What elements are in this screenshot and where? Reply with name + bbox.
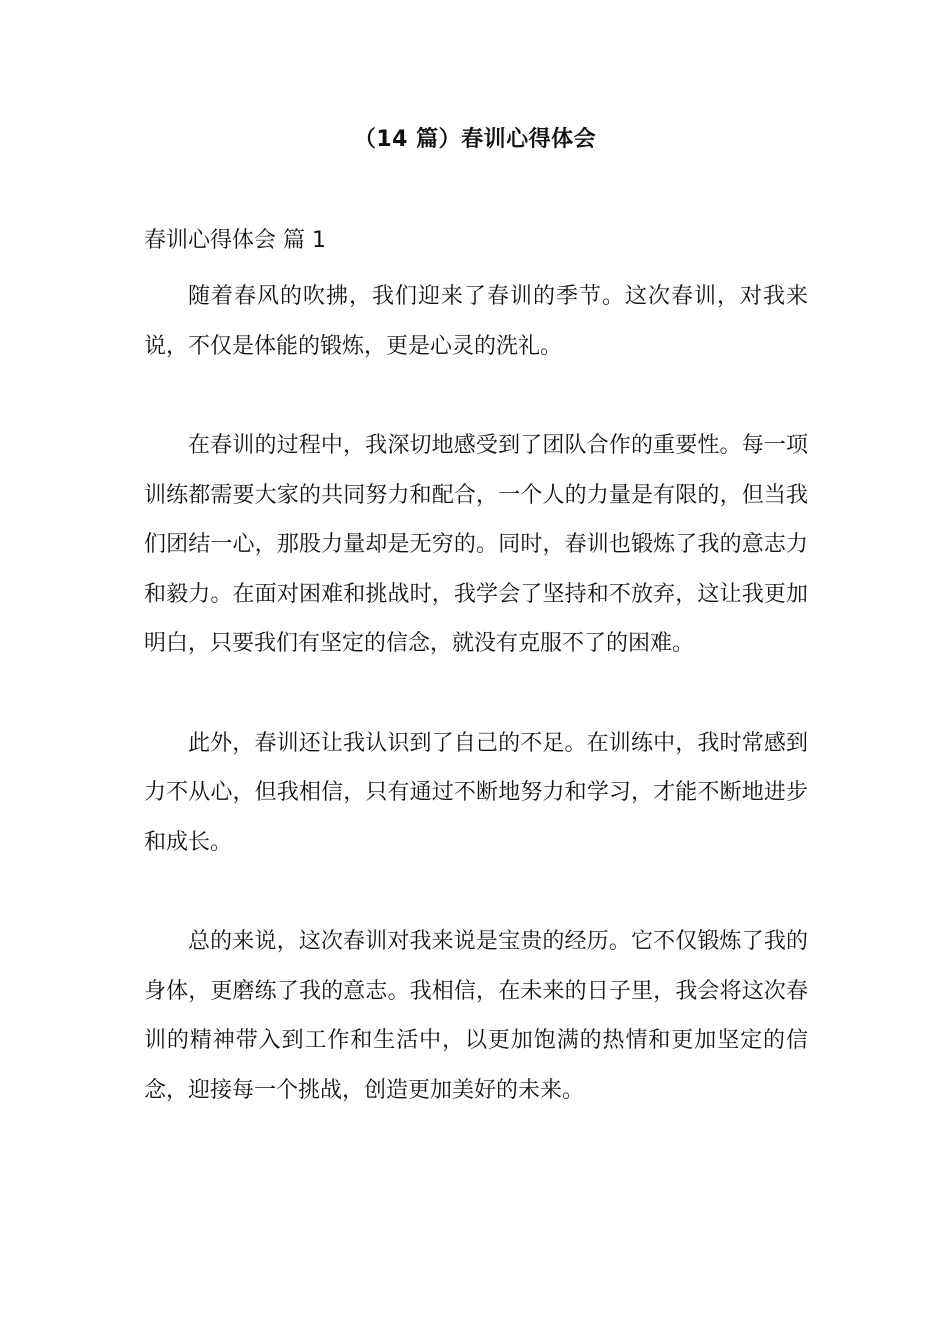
section-heading: 春训心得体会 篇 1 [144,228,326,253]
paragraph-4: 总的来说，这次春训对我来说是宝贵的经历。它不仅锻炼了我的身体，更磨练了我的意志。我相信，在未来的日子里，我会将这次春训的精神带入到工作和生活中，以更加饱满的热情和更加坚定的信念，迎接每一个挑战，创造更加美好的未来。 [144,929,808,1103]
paragraph-3: 此外，春训还让我认识到了自己的不足。在训练中，我时常感到力不从心，但我相信，只有通过不断地努力和学习，才能不断地进步和成长。 [144,730,808,855]
paragraph-2: 在春训的过程中，我深切地感受到了团队合作的重要性。每一项训练都需要大家的共同努力和配合，一个人的力量是有限的，但当我们团结一心，那股力量却是无穷的。同时，春训也锻炼了我的意志力和毅力。在面对困难和挑战时，我学会了坚持和不放弃，这让我更加明白，只要我们有坚定的信念，就没有克服不了的困难。 [144,433,808,656]
document-title: （14 篇）春训心得体会 [353,127,597,152]
paragraph-1: 随着春风的吹拂，我们迎来了春训的季节。这次春训，对我来说，不仅是体能的锻炼，更是心灵的洗礼。 [144,284,808,359]
document-body [144,224,808,1115]
